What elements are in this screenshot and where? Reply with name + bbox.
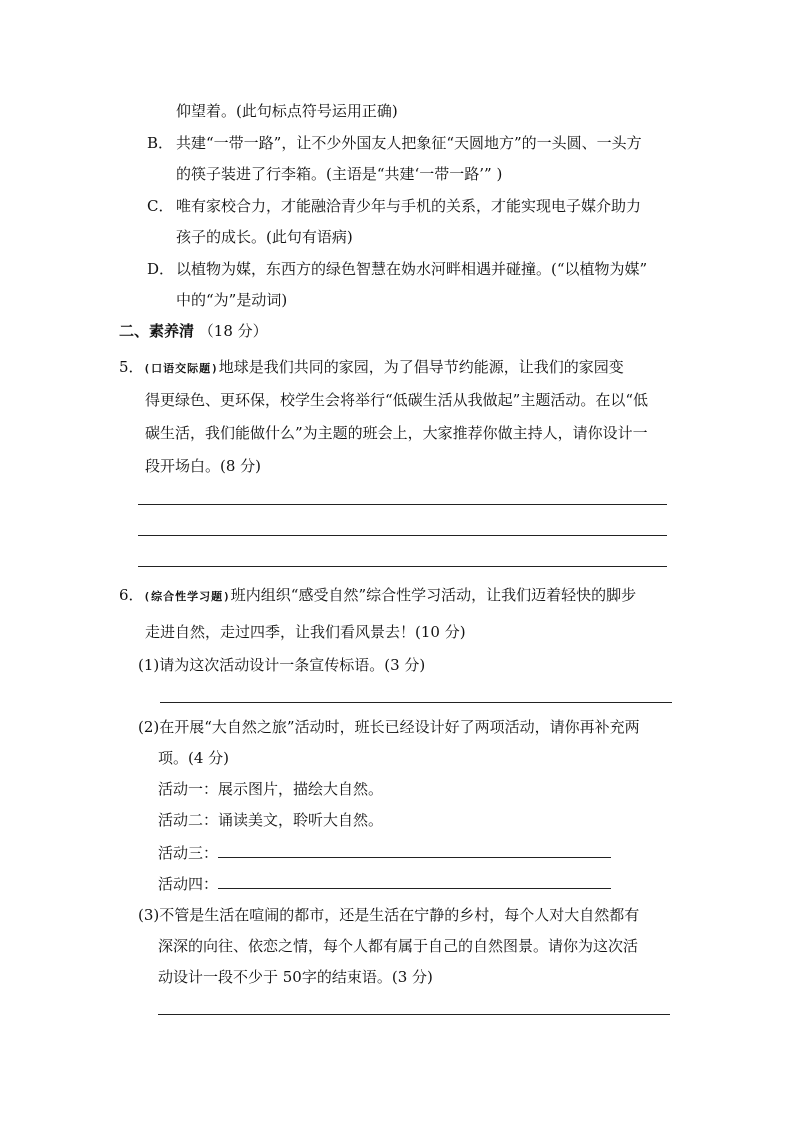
activity-4 [158, 873, 611, 894]
option-c-line1: 唯有家校合力，才能融洽青少年与手机的关系，才能实现电子媒介助力 [176, 197, 642, 215]
option-c-line2: 孩子的成长。(此句有语病) [176, 228, 353, 246]
option-d-line2: 中的“为”是动词) [176, 291, 288, 309]
q6-part1-answer-line[interactable] [160, 702, 672, 703]
activity-4-label: 活动四： [158, 875, 219, 893]
activity-2: 活动二：诵读美文，聆听大自然。 [158, 811, 384, 829]
q5-number: 5． [119, 358, 144, 376]
q6-part3-answer-line[interactable] [158, 1014, 670, 1015]
q5-text-1: 地球是我们共同的家园，为了倡导节约能源，让我们的家园变 [218, 358, 624, 376]
q5-line2: 得更绿色、更环保，校学生会将举行“低碳生活从我做起”主题活动。在以“低 [145, 391, 649, 409]
q6-part2-line2: 项。(4 分) [158, 749, 230, 767]
section-score: （18 分） [198, 322, 268, 340]
q5-answer-line-2[interactable] [138, 535, 667, 536]
q6-part3-line3: 动设计一段不少于 50字的结束语。(3 分) [158, 968, 433, 986]
option-d-label: D． [147, 260, 175, 278]
q6-part2-line1: (2)在开展“大自然之旅”活动时，班长已经设计好了两项活动，请你再补充两 [138, 718, 640, 736]
activity-3-answer-line[interactable] [218, 842, 611, 858]
q5-line4: 段开场白。(8 分) [145, 457, 262, 475]
q6-number: 6． [119, 586, 144, 604]
q6-part3-line2: 深深的向往、依恋之情，每个人都有属于自己的自然图景。请你为这次活 [158, 937, 639, 955]
section-title: 二、素养清 [119, 322, 195, 340]
q5-line3: 碳生活，我们能做什么”为主题的班会上，大家推荐你做主持人，请你设计一 [145, 424, 648, 442]
q6-tag: (综合性学习题) [143, 590, 231, 603]
option-a-continuation: 仰望着。(此句标点符号运用正确) [176, 102, 398, 120]
activity-1: 活动一：展示图片，描绘大自然。 [158, 780, 384, 798]
option-b-line1: 共建“一带一路”，让不少外国友人把象征“天圆地方”的一头圆、一头方 [176, 134, 642, 152]
q6-part3-line1: (3)不管是生活在喧闹的都市，还是生活在宁静的乡村，每个人对大自然都有 [138, 906, 640, 924]
activity-3-label: 活动三： [158, 844, 219, 862]
q6-text-1: 班内组织“感受自然”综合性学习活动，让我们迈着轻快的脚步 [230, 586, 637, 604]
q6-part1: (1)请为这次活动设计一条宣传标语。(3 分) [138, 656, 426, 674]
activity-3 [158, 842, 611, 863]
option-b-line2: 的筷子装进了行李箱。(主语是“共建‘一带一路’” ) [176, 165, 503, 183]
q5-answer-line-3[interactable] [138, 566, 667, 567]
q6-line1 [119, 585, 636, 607]
activity-4-answer-line[interactable] [218, 873, 611, 889]
option-c-label: C． [147, 197, 174, 215]
q5-line1 [119, 357, 624, 379]
q5-answer-line-1[interactable] [138, 504, 667, 505]
section-heading [119, 321, 268, 341]
option-d-line1: 以植物为媒，东西方的绿色智慧在妫水河畔相遇并碰撞。(“以植物为媒” [176, 260, 648, 278]
option-b-label: B． [147, 134, 174, 152]
q5-tag: (口语交际题) [143, 362, 219, 375]
q6-line2: 走进自然，走过四季，让我们看风景去！(10 分) [145, 623, 466, 641]
